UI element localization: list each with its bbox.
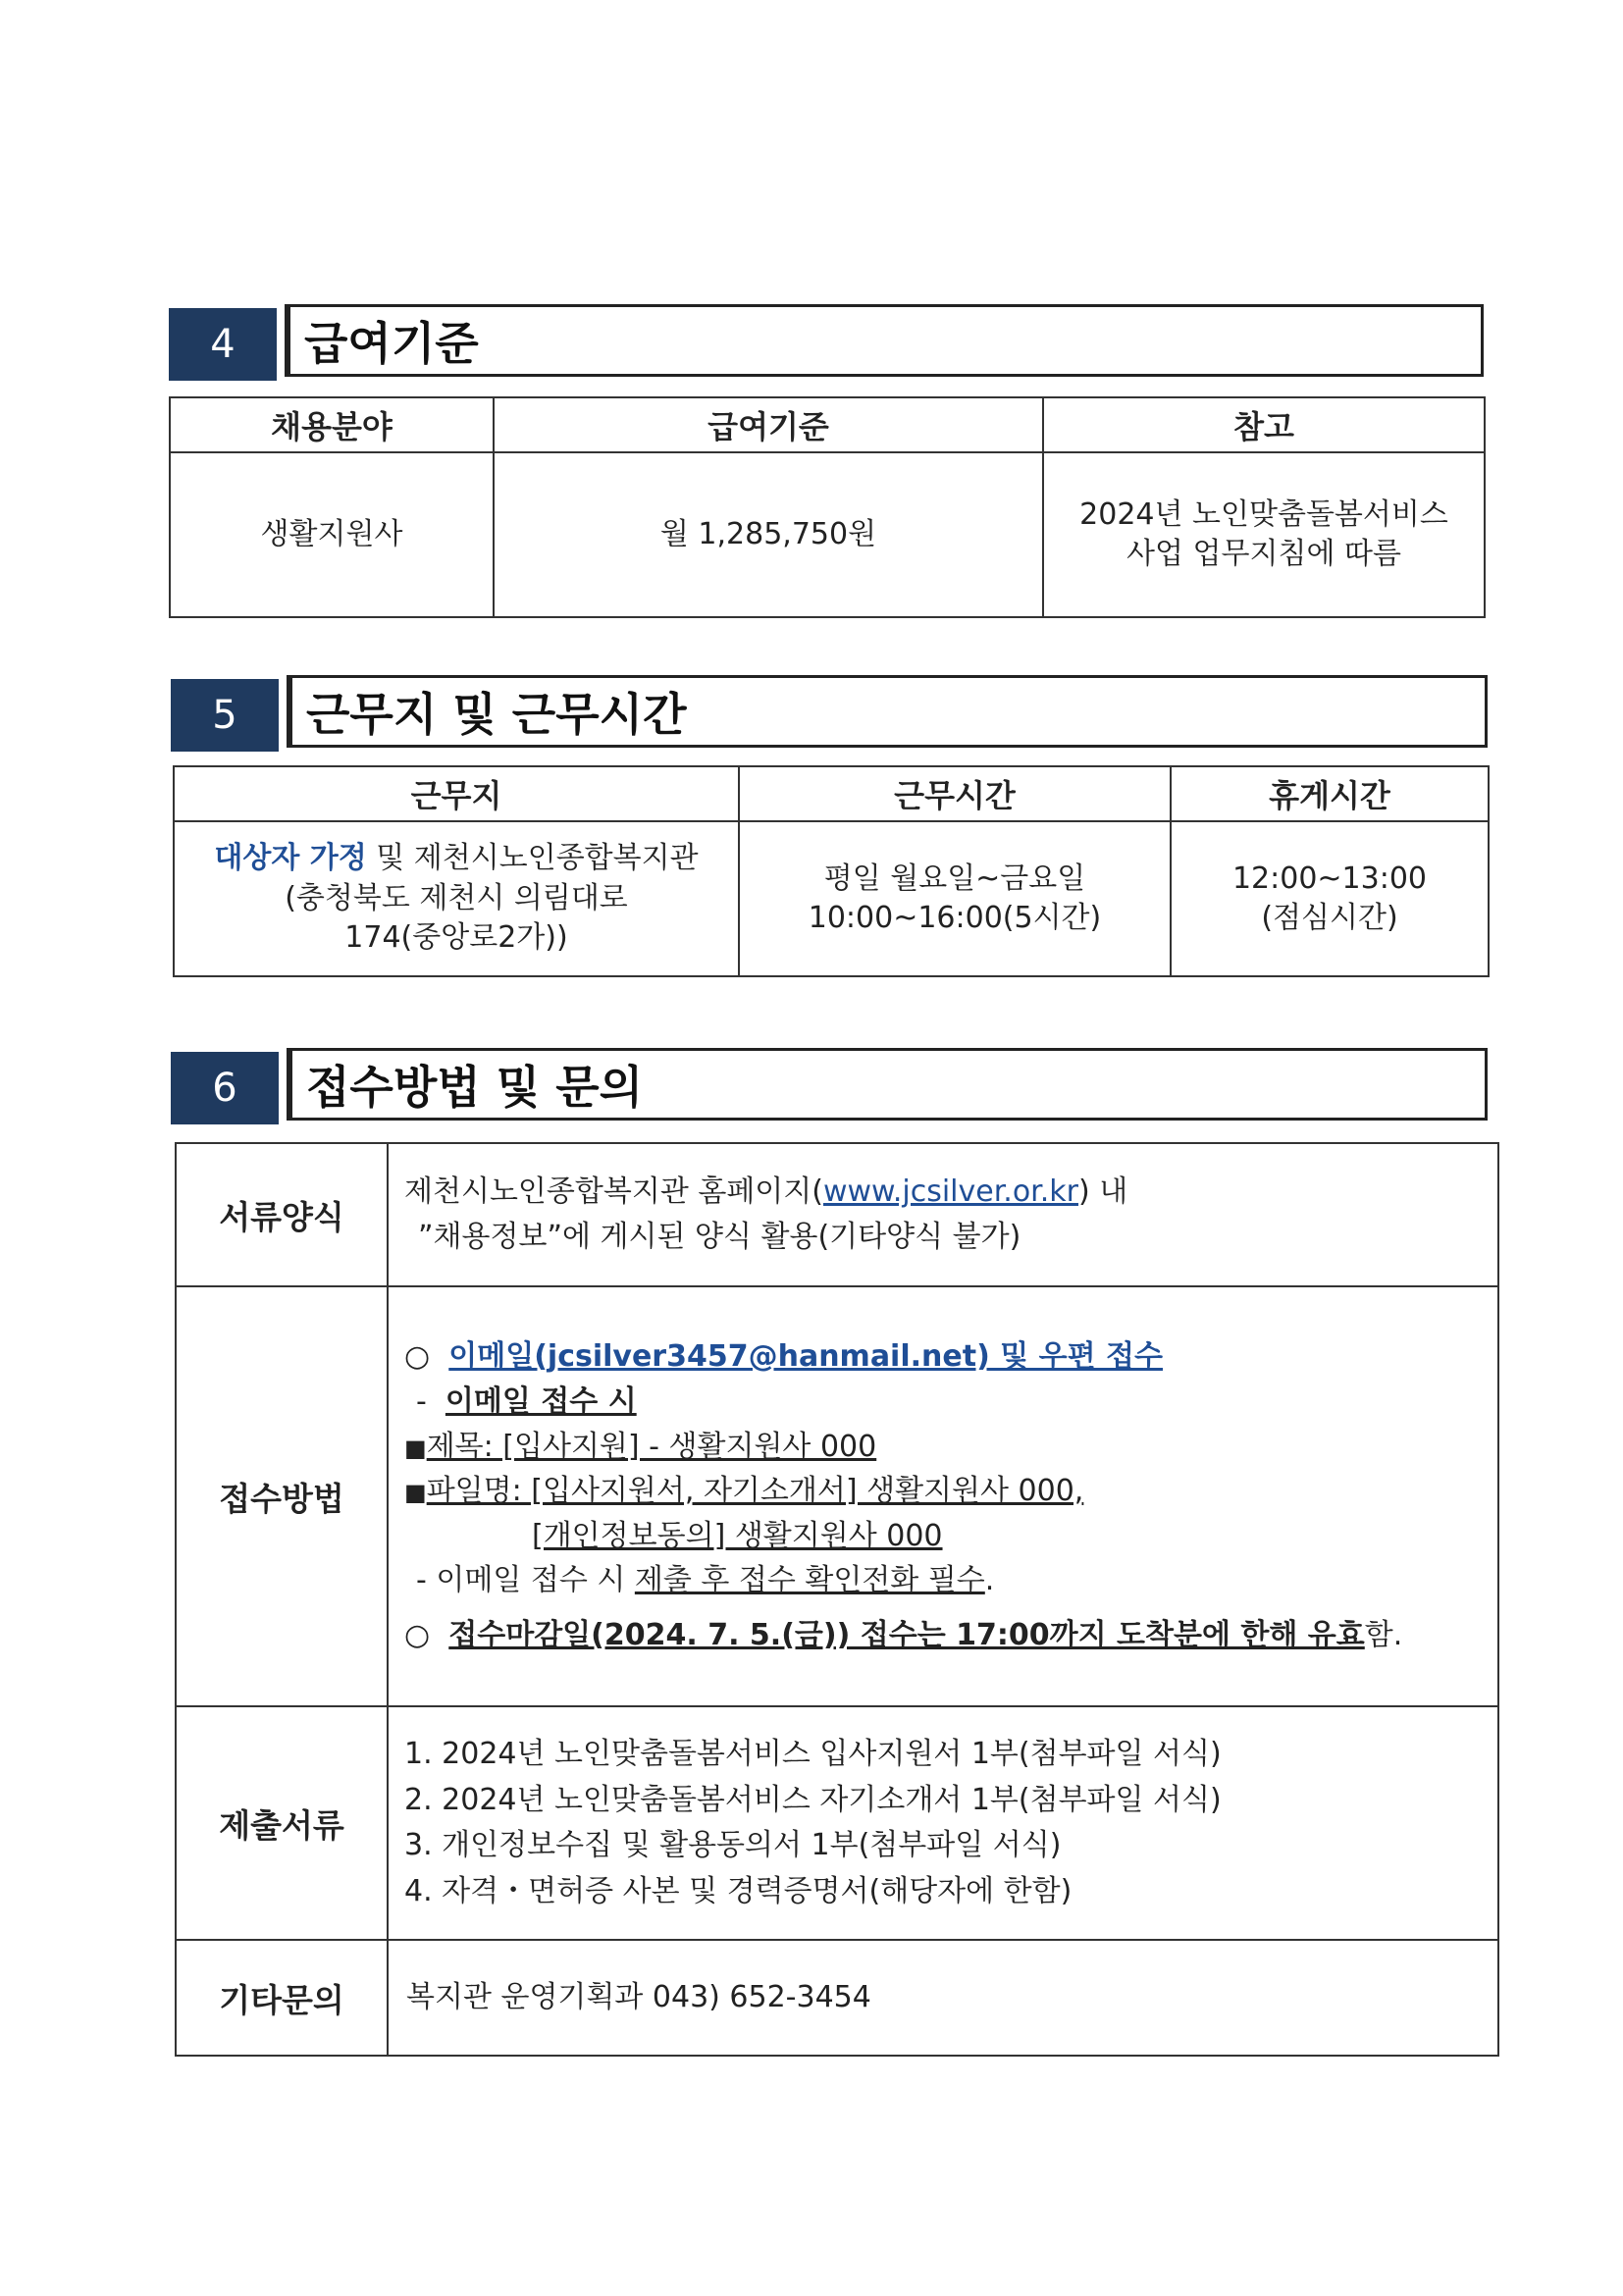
- method-text: - 이메일 접수 시: [416, 1563, 635, 1598]
- method-subheading: 이메일 접수 시: [445, 1384, 637, 1420]
- column-header: 급여기준: [494, 397, 1043, 452]
- email-link[interactable]: 이메일(jcsilver3457@hanmail.net) 및 우편 접수: [448, 1339, 1164, 1375]
- circle-bullet-icon: ○: [404, 1339, 431, 1375]
- dash-bullet: -: [416, 1384, 427, 1420]
- forms-text: ”채용정보”에 게시된 양식 활용(기타양식 불가): [418, 1220, 1021, 1254]
- section-4-header: [169, 308, 1484, 381]
- workplace-address: 174(중앙로2가)): [344, 920, 568, 956]
- break-label: (점심시간): [1261, 901, 1398, 935]
- salary-cell: 월 1,285,750원: [494, 452, 1043, 617]
- work-days: 평일 월요일~금요일: [823, 861, 1086, 896]
- note-cell: [1043, 452, 1485, 617]
- workplace-highlight: 대상자 가정: [214, 841, 367, 876]
- workplace-cell: [174, 821, 739, 976]
- document-item: 3. 개인정보수집 및 활용동의서 1부(첨부파일 서식): [404, 1828, 1062, 1862]
- forms-cell: [388, 1143, 1498, 1286]
- document-item: 1. 2024년 노인맞춤돌봄서비스 입사지원서 1부(첨부파일 서식): [404, 1737, 1222, 1771]
- section-title: 급여기준: [285, 304, 1484, 377]
- workplace-address: (충청북도 제천시 의림대로: [285, 880, 628, 915]
- workplace-text: 및 제천시노인종합복지관: [366, 841, 699, 876]
- work-hours-cell: [739, 821, 1171, 976]
- section-5-header: [171, 679, 1488, 752]
- email-subject-format: 제목: [입사지원] - 생활지원사 000: [426, 1429, 877, 1464]
- salary-table: [169, 396, 1486, 618]
- section-number: 5: [171, 679, 279, 752]
- deadline-notice: 접수마감일(2024. 7. 5.(금)) 접수는 17:00까지 도착분에 한해 유효: [448, 1617, 1365, 1652]
- square-bullet-icon: ■: [404, 1479, 427, 1507]
- document-item: 4. 자격・면허증 사본 및 경력증명서(해당자에 한함): [404, 1873, 1073, 1908]
- application-table: [175, 1142, 1499, 2057]
- break-time: 12:00~13:00: [1231, 861, 1428, 896]
- column-header: 참고: [1043, 397, 1485, 452]
- confirm-call-note: 제출 후 접수 확인전화 필수: [634, 1563, 985, 1598]
- forms-text: ) 내: [1078, 1174, 1128, 1209]
- contact-cell: 복지관 운영기획과 043) 652-3454: [388, 1940, 1498, 2056]
- circle-bullet-icon: ○: [404, 1617, 431, 1652]
- document-item: 2. 2024년 노인맞춤돌봄서비스 자기소개서 1부(첨부파일 서식): [404, 1782, 1222, 1817]
- square-bullet-icon: ■: [404, 1434, 427, 1462]
- note-line: 2024년 노인맞춤돌봄서비스: [1079, 496, 1448, 532]
- documents-cell: [388, 1706, 1498, 1940]
- column-header: 근무시간: [739, 766, 1171, 821]
- row-label: 접수방법: [176, 1286, 388, 1706]
- workplace-table: [173, 765, 1490, 977]
- forms-text: 제천시노인종합복지관 홈페이지(: [404, 1174, 823, 1209]
- work-hours: 10:00~16:00(5시간): [808, 901, 1102, 935]
- section-title: 접수방법 및 문의: [287, 1048, 1488, 1121]
- column-header: 근무지: [174, 766, 739, 821]
- break-time-cell: [1171, 821, 1489, 976]
- column-header: 채용분야: [170, 397, 494, 452]
- section-title: 근무지 및 근무시간: [287, 675, 1488, 748]
- section-number: 4: [169, 308, 277, 381]
- note-line: 사업 업무지침에 따름: [1126, 537, 1401, 571]
- method-text: .: [984, 1563, 995, 1598]
- row-label: 서류양식: [176, 1143, 388, 1286]
- job-field-cell: 생활지원사: [170, 452, 494, 617]
- file-name-format: [개인정보동의] 생활지원사 000: [532, 1518, 943, 1553]
- homepage-link[interactable]: www.jcsilver.or.kr: [822, 1174, 1078, 1209]
- file-name-format: 파일명: [입사지원서, 자기소개서] 생활지원사 000,: [426, 1474, 1084, 1509]
- row-label: 기타문의: [176, 1940, 388, 2056]
- row-label: 제출서류: [176, 1706, 388, 1940]
- section-6-header: [171, 1052, 1488, 1124]
- method-cell: [388, 1286, 1498, 1706]
- column-header: 휴게시간: [1171, 766, 1489, 821]
- deadline-suffix: 함.: [1364, 1617, 1403, 1652]
- section-number: 6: [171, 1052, 279, 1124]
